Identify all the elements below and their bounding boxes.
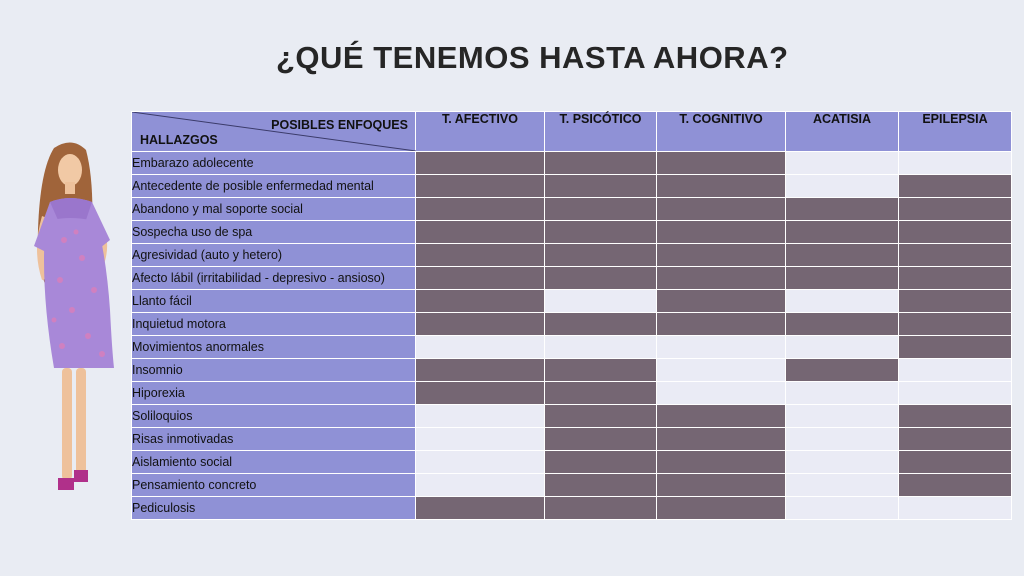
- row-label: Embarazo adolecente: [132, 152, 416, 175]
- marked-cell: [416, 290, 545, 313]
- marked-cell: [416, 313, 545, 336]
- empty-cell: [786, 336, 899, 359]
- column-header: T. PSICÓTICO: [545, 112, 657, 152]
- row-label: Agresividad (auto y hetero): [132, 244, 416, 267]
- empty-cell: [416, 428, 545, 451]
- column-header: EPILEPSIA: [899, 112, 1012, 152]
- marked-cell: [416, 267, 545, 290]
- marked-cell: [657, 152, 786, 175]
- row-label: Antecedente de posible enfermedad mental: [132, 175, 416, 198]
- marked-cell: [899, 428, 1012, 451]
- corner-label-findings: HALLAZGOS: [140, 133, 218, 147]
- marked-cell: [545, 359, 657, 382]
- marked-cell: [657, 244, 786, 267]
- marked-cell: [545, 221, 657, 244]
- marked-cell: [545, 267, 657, 290]
- marked-cell: [657, 405, 786, 428]
- marked-cell: [786, 313, 899, 336]
- table-row: [132, 497, 1012, 520]
- table-row: [132, 405, 1012, 428]
- marked-cell: [899, 290, 1012, 313]
- table-corner-header: [132, 112, 416, 152]
- marked-cell: [657, 497, 786, 520]
- table-row: [132, 428, 1012, 451]
- marked-cell: [416, 198, 545, 221]
- empty-cell: [416, 474, 545, 497]
- marked-cell: [899, 198, 1012, 221]
- marked-cell: [899, 244, 1012, 267]
- marked-cell: [416, 382, 545, 405]
- table-row: [132, 474, 1012, 497]
- marked-cell: [786, 359, 899, 382]
- empty-cell: [786, 175, 899, 198]
- empty-cell: [657, 336, 786, 359]
- column-header: T. AFECTIVO: [416, 112, 545, 152]
- marked-cell: [657, 175, 786, 198]
- marked-cell: [545, 152, 657, 175]
- marked-cell: [657, 428, 786, 451]
- marked-cell: [899, 221, 1012, 244]
- row-label: Abandono y mal soporte social: [132, 198, 416, 221]
- marked-cell: [545, 428, 657, 451]
- marked-cell: [545, 405, 657, 428]
- table-row: [132, 221, 1012, 244]
- page-title: ¿QUÉ TENEMOS HASTA AHORA?: [276, 40, 789, 75]
- marked-cell: [416, 175, 545, 198]
- marked-cell: [545, 244, 657, 267]
- table-row: [132, 267, 1012, 290]
- marked-cell: [416, 497, 545, 520]
- marked-cell: [416, 221, 545, 244]
- marked-cell: [657, 267, 786, 290]
- row-label: Insomnio: [132, 359, 416, 382]
- marked-cell: [899, 267, 1012, 290]
- marked-cell: [416, 244, 545, 267]
- table-row: [132, 290, 1012, 313]
- table-header-row: [132, 112, 1012, 152]
- empty-cell: [545, 290, 657, 313]
- row-label: Soliloquios: [132, 405, 416, 428]
- table-row: [132, 198, 1012, 221]
- marked-cell: [545, 382, 657, 405]
- marked-cell: [545, 451, 657, 474]
- empty-cell: [786, 382, 899, 405]
- marked-cell: [899, 451, 1012, 474]
- marked-cell: [899, 336, 1012, 359]
- empty-cell: [899, 497, 1012, 520]
- empty-cell: [416, 405, 545, 428]
- marked-cell: [657, 221, 786, 244]
- table-row: [132, 313, 1012, 336]
- row-label: Afecto lábil (irritabilidad - depresivo - ansioso): [132, 267, 416, 290]
- empty-cell: [786, 428, 899, 451]
- marked-cell: [657, 451, 786, 474]
- table-row: [132, 175, 1012, 198]
- marked-cell: [786, 221, 899, 244]
- empty-cell: [786, 451, 899, 474]
- marked-cell: [416, 152, 545, 175]
- empty-cell: [786, 152, 899, 175]
- table-row: [132, 451, 1012, 474]
- table-row: [132, 336, 1012, 359]
- row-label: Aislamiento social: [132, 451, 416, 474]
- table-row: [132, 359, 1012, 382]
- table-row: [132, 382, 1012, 405]
- pregnant-doll-image: [14, 140, 130, 496]
- empty-cell: [899, 382, 1012, 405]
- empty-cell: [786, 405, 899, 428]
- column-header: T. COGNITIVO: [657, 112, 786, 152]
- marked-cell: [545, 474, 657, 497]
- empty-cell: [545, 336, 657, 359]
- marked-cell: [545, 175, 657, 198]
- marked-cell: [786, 198, 899, 221]
- row-label: Pediculosis: [132, 497, 416, 520]
- empty-cell: [899, 152, 1012, 175]
- marked-cell: [545, 198, 657, 221]
- marked-cell: [416, 359, 545, 382]
- empty-cell: [786, 497, 899, 520]
- empty-cell: [657, 382, 786, 405]
- empty-cell: [657, 359, 786, 382]
- row-label: Llanto fácil: [132, 290, 416, 313]
- marked-cell: [899, 405, 1012, 428]
- row-label: Hiporexia: [132, 382, 416, 405]
- corner-label-approaches: POSIBLES ENFOQUES: [271, 118, 408, 132]
- marked-cell: [786, 267, 899, 290]
- table-row: [132, 152, 1012, 175]
- marked-cell: [899, 474, 1012, 497]
- table-body: [132, 152, 1012, 520]
- marked-cell: [657, 198, 786, 221]
- marked-cell: [899, 313, 1012, 336]
- marked-cell: [545, 497, 657, 520]
- empty-cell: [786, 474, 899, 497]
- row-label: Risas inmotivadas: [132, 428, 416, 451]
- row-label: Sospecha uso de spa: [132, 221, 416, 244]
- empty-cell: [416, 451, 545, 474]
- marked-cell: [657, 313, 786, 336]
- marked-cell: [899, 175, 1012, 198]
- marked-cell: [786, 244, 899, 267]
- marked-cell: [657, 290, 786, 313]
- table-row: [132, 244, 1012, 267]
- empty-cell: [899, 359, 1012, 382]
- empty-cell: [786, 290, 899, 313]
- row-label: Pensamiento concreto: [132, 474, 416, 497]
- row-label: Inquietud motora: [132, 313, 416, 336]
- findings-table: [131, 111, 1012, 520]
- marked-cell: [545, 313, 657, 336]
- column-header: ACATISIA: [786, 112, 899, 152]
- row-label: Movimientos anormales: [132, 336, 416, 359]
- marked-cell: [657, 474, 786, 497]
- empty-cell: [416, 336, 545, 359]
